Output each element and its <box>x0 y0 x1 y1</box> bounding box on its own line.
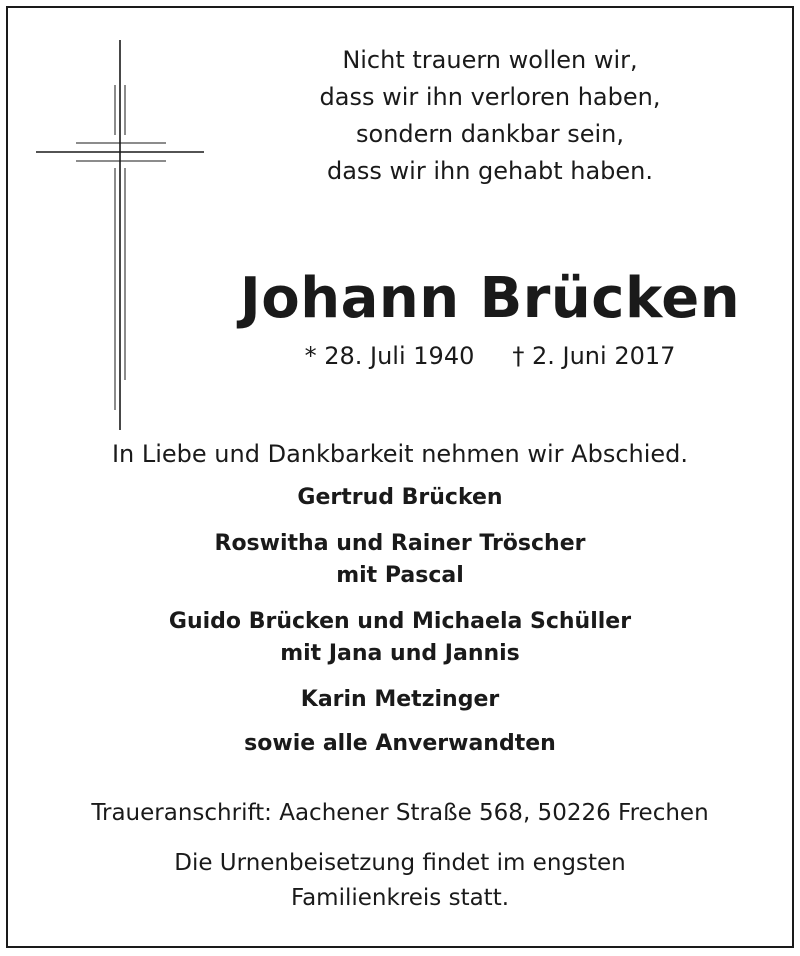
burial-note-line: Familienkreis statt. <box>290 885 510 911</box>
cross-icon <box>36 40 206 430</box>
poem <box>260 42 720 190</box>
mourner-name: Gertrud Brücken <box>297 485 503 510</box>
mourner-name: Guido Brücken und Michaela Schüller <box>168 609 632 634</box>
mourning-address: Traueranschrift: Aachener Straße 568, 50226 Frechen <box>91 800 709 826</box>
deceased-name: Johann Brücken <box>239 266 741 331</box>
mourner-name: sowie alle Anverwandten <box>244 731 556 756</box>
mourner-name: mit Jana und Jannis <box>280 641 520 666</box>
mourner-name: mit Pascal <box>336 563 464 588</box>
burial-note <box>20 846 780 916</box>
poem-line: dass wir ihn gehabt haben. <box>326 157 654 185</box>
birth-date: * 28. Juli 1940 <box>304 342 475 370</box>
poem-line: dass wir ihn verloren haben, <box>319 83 661 111</box>
mourner-name: Roswitha und Rainer Tröscher <box>214 531 586 556</box>
poem-line: sondern dankbar sein, <box>356 120 624 148</box>
poem-line: Nicht trauern wollen wir, <box>342 46 638 74</box>
mourner-name: Karin Metzinger <box>300 687 500 712</box>
burial-note-line: Die Urnenbeisetzung findet im engsten <box>174 850 626 876</box>
farewell-text: In Liebe und Dankbarkeit nehmen wir Abschied. <box>111 440 689 468</box>
death-date: † 2. Juni 2017 <box>512 342 676 370</box>
life-dates <box>270 342 710 370</box>
